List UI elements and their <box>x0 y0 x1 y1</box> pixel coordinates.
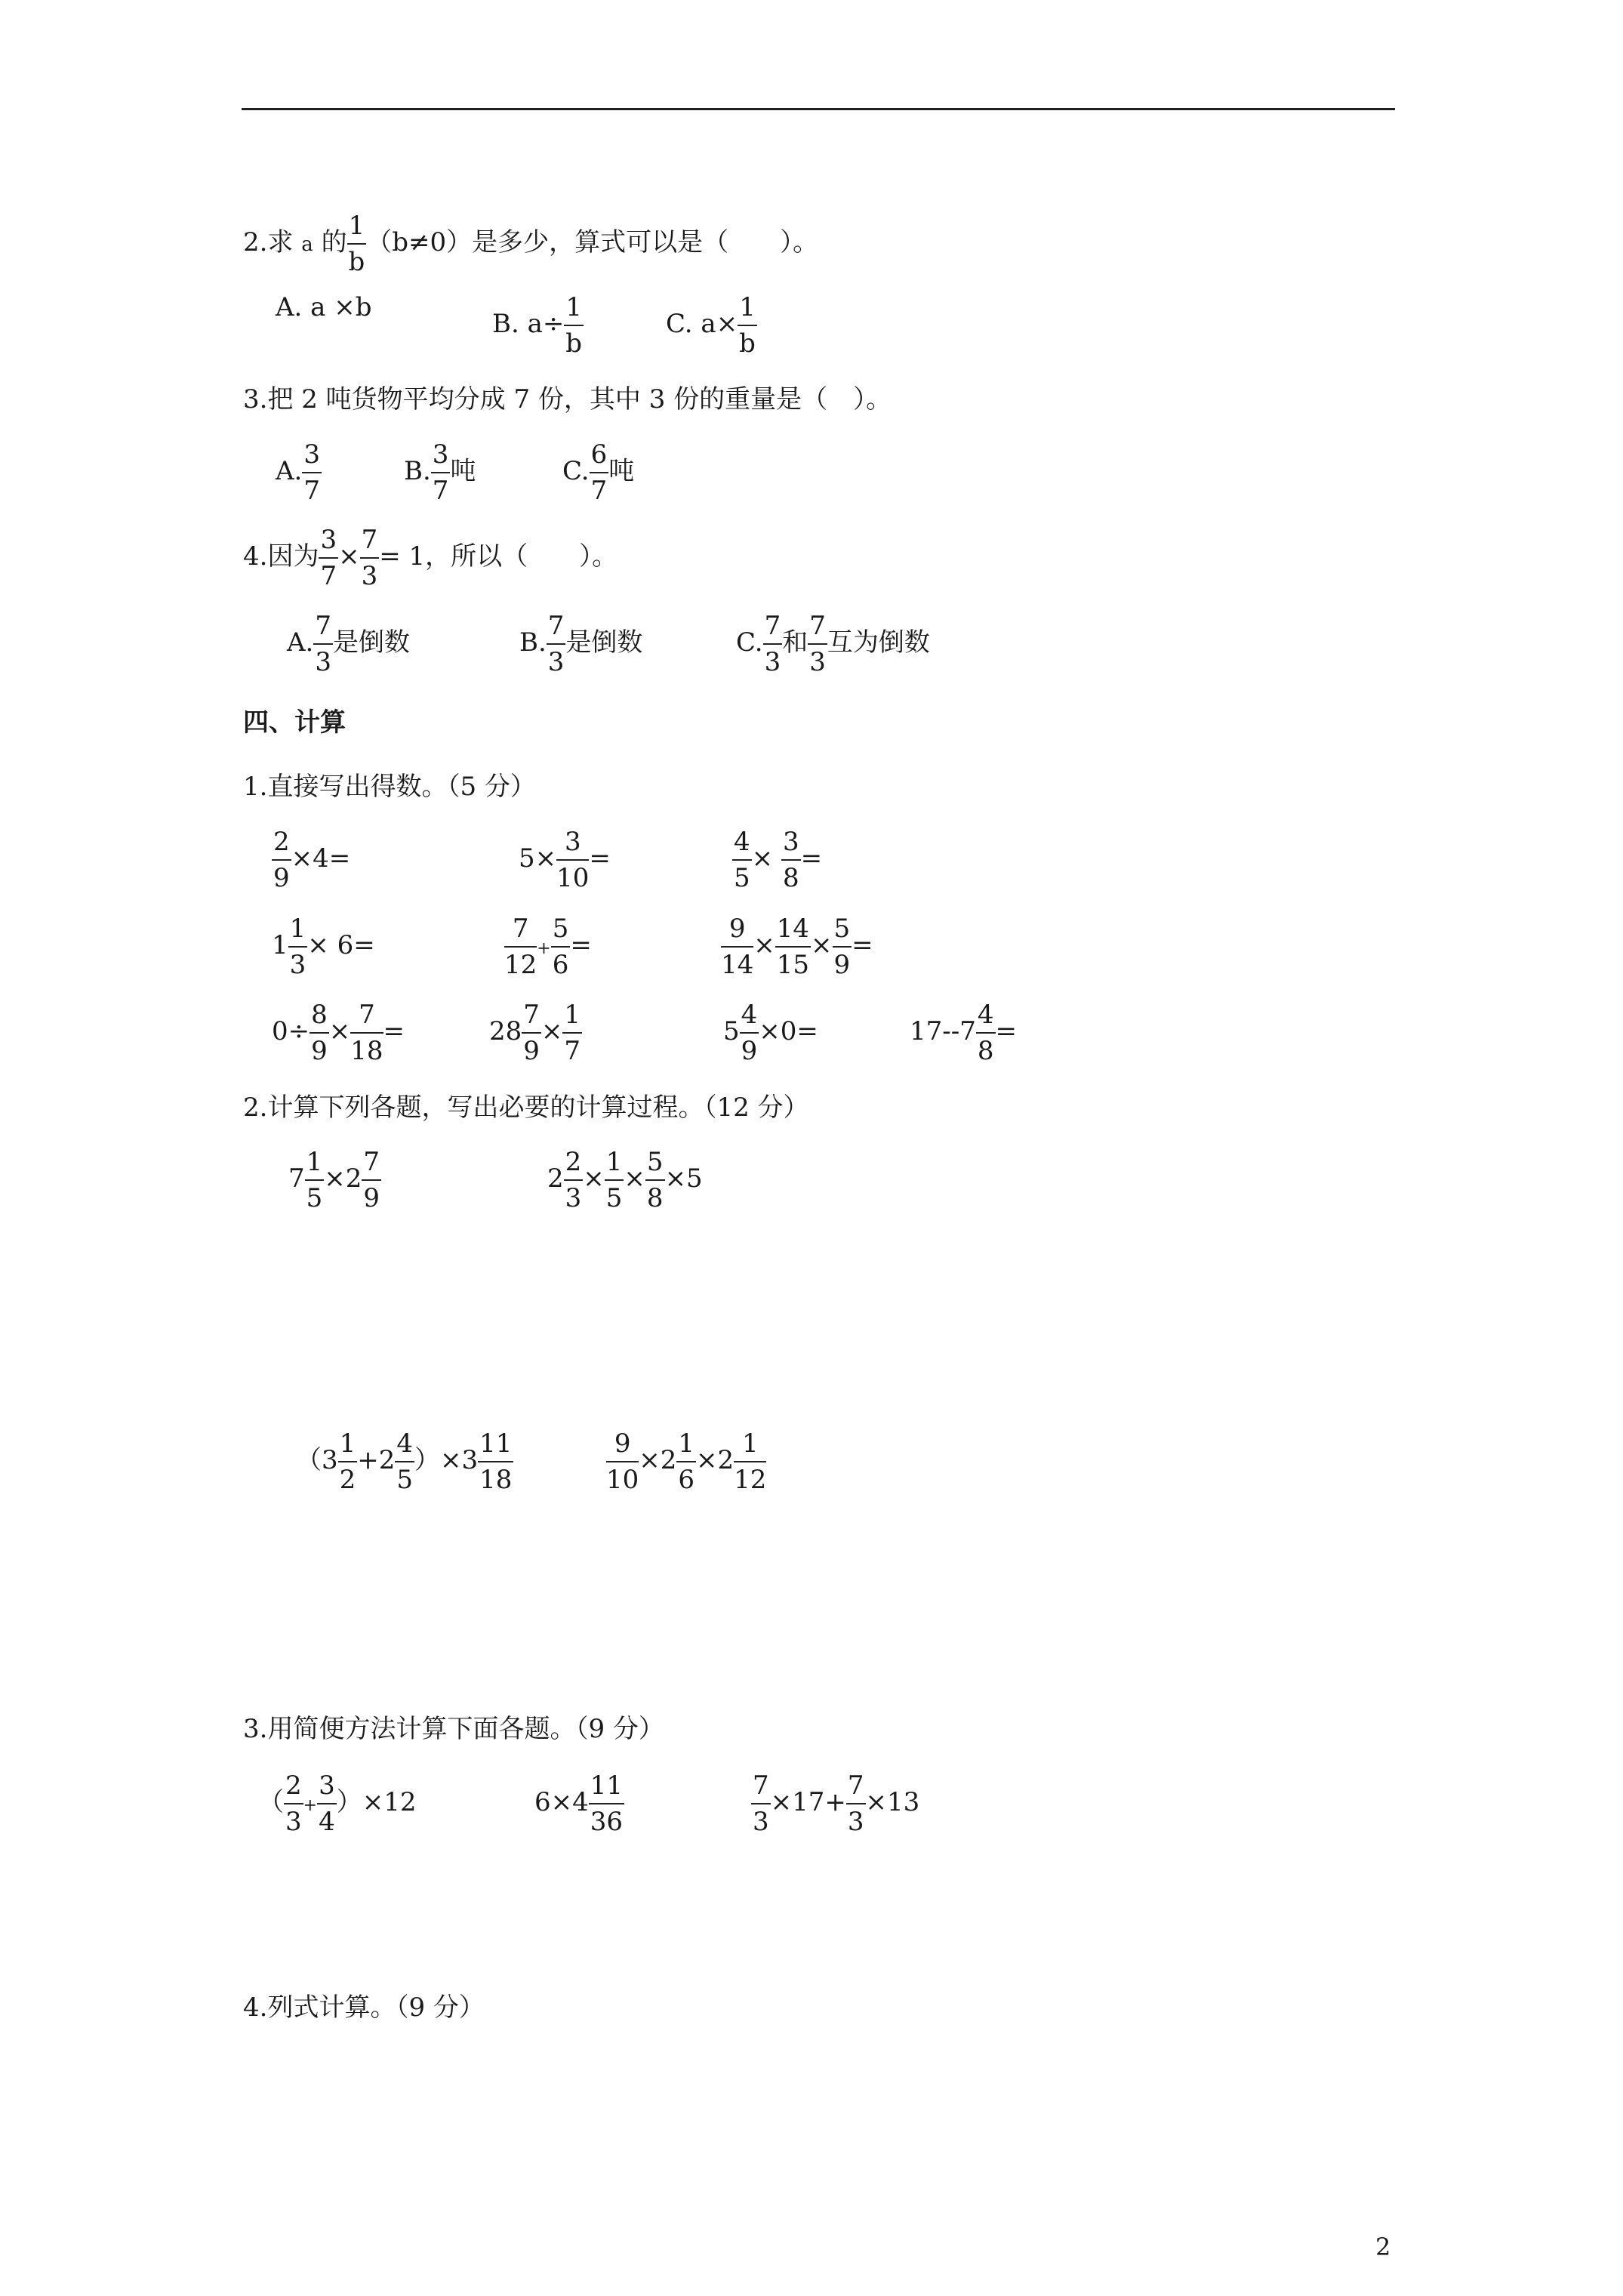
p2-expression-4: $\frac{9}{10}$ ×2 $\frac{1}{6}$ ×2 $\frac{1}{12}$ <box>606 1428 767 1495</box>
q2-option-a: A. a ×b <box>276 292 372 322</box>
p3-expression-2: 6×4 $\frac{11}{36}$ <box>534 1771 624 1837</box>
q3-option-c: C. $\frac{6}{7}$ 吨 <box>562 439 635 506</box>
q2-prefix: 2.求 <box>243 227 302 257</box>
p1-r1-e2: 5× $\frac{3}{10}$ = <box>519 827 611 893</box>
q2-var-a: a <box>301 233 313 256</box>
q2-fraction: $\frac{1}{b}$ <box>348 211 365 277</box>
header-rule <box>242 108 1395 110</box>
q3-option-b: B. $\frac{3}{7}$ 吨 <box>404 439 476 506</box>
question-3: 3.把 2 吨货物平均分成 7 份，其中 3 份的重量是（ ）。 <box>243 384 892 415</box>
part-1-title: 1.直接写出得数。（5 分） <box>243 772 536 802</box>
q2-of: 的 <box>313 227 347 257</box>
q4-option-a: A. $\frac{7}{3}$ 是倒数 <box>287 611 411 677</box>
p3-expression-1: （ $\frac{2}{3}$ + $\frac{3}{4}$ ）×12 <box>258 1771 417 1837</box>
q2-option-c: C. a× $\frac{1}{b}$ <box>666 292 756 359</box>
p1-r3-e1: 0÷ $\frac{8}{9}$ × $\frac{7}{18}$ = <box>272 1000 405 1066</box>
q4-option-c: C. $\frac{7}{3}$ 和 $\frac{7}{3}$ 互为倒数 <box>736 611 930 677</box>
p1-r3-e3: 5 $\frac{4}{9}$ ×0= <box>723 1000 818 1066</box>
q3-option-a: A. $\frac{3}{7}$ <box>276 439 321 506</box>
p2-expression-2: 2 $\frac{2}{3}$ × $\frac{1}{5}$ × $\frac{5}{8}$ ×5 <box>547 1147 703 1213</box>
p1-r2-e3: $\frac{9}{14}$ × $\frac{14}{15}$ × $\frac{5}{9}$ = <box>721 914 873 980</box>
part-4-title: 4.列式计算。（9 分） <box>243 1992 485 2023</box>
p2-expression-3: （3 $\frac{1}{2}$ +2 $\frac{4}{5}$ ）×3 $\frac{11}{18}$ <box>296 1428 513 1495</box>
p2-expression-1: 7 $\frac{1}{5}$ ×2 $\frac{7}{9}$ <box>288 1147 380 1213</box>
part-2-title: 2.计算下列各题，写出必要的计算过程。（12 分） <box>243 1093 809 1123</box>
q2-option-b: B. a÷ $\frac{1}{b}$ <box>492 292 583 359</box>
p1-r2-e2: $\frac{7}{12}$ + $\frac{5}{6}$ = <box>504 914 592 980</box>
p1-r1-e1: $\frac{2}{9}$ ×4= <box>273 827 351 893</box>
p1-r2-e1: 1 $\frac{1}{3}$ × 6= <box>272 914 375 980</box>
q2-suffix: （b≠0）是多少，算式可以是（ ）。 <box>366 227 819 257</box>
part-3-title: 3.用简便方法计算下面各题。（9 分） <box>243 1714 664 1744</box>
p3-expression-3: $\frac{7}{3}$ ×17+ $\frac{7}{3}$ ×13 <box>753 1771 920 1837</box>
p1-r3-e2: 28 $\frac{7}{9}$ × $\frac{1}{7}$ <box>489 1000 581 1066</box>
p1-r3-e4: 17--7 $\frac{4}{8}$ = <box>910 1000 1018 1066</box>
question-2 <box>243 213 818 275</box>
section-4-title: 四、计算 <box>243 707 346 738</box>
q4-option-b: B. $\frac{7}{3}$ 是倒数 <box>519 611 643 677</box>
page-number: 2 <box>1375 2233 1391 2261</box>
p1-r1-e3: $\frac{4}{5}$ × $\frac{3}{8}$ = <box>734 827 823 893</box>
question-4: 4.因为 $\frac{3}{7}$ × $\frac{7}{3}$ = 1，所以（ ）。 <box>243 525 618 591</box>
